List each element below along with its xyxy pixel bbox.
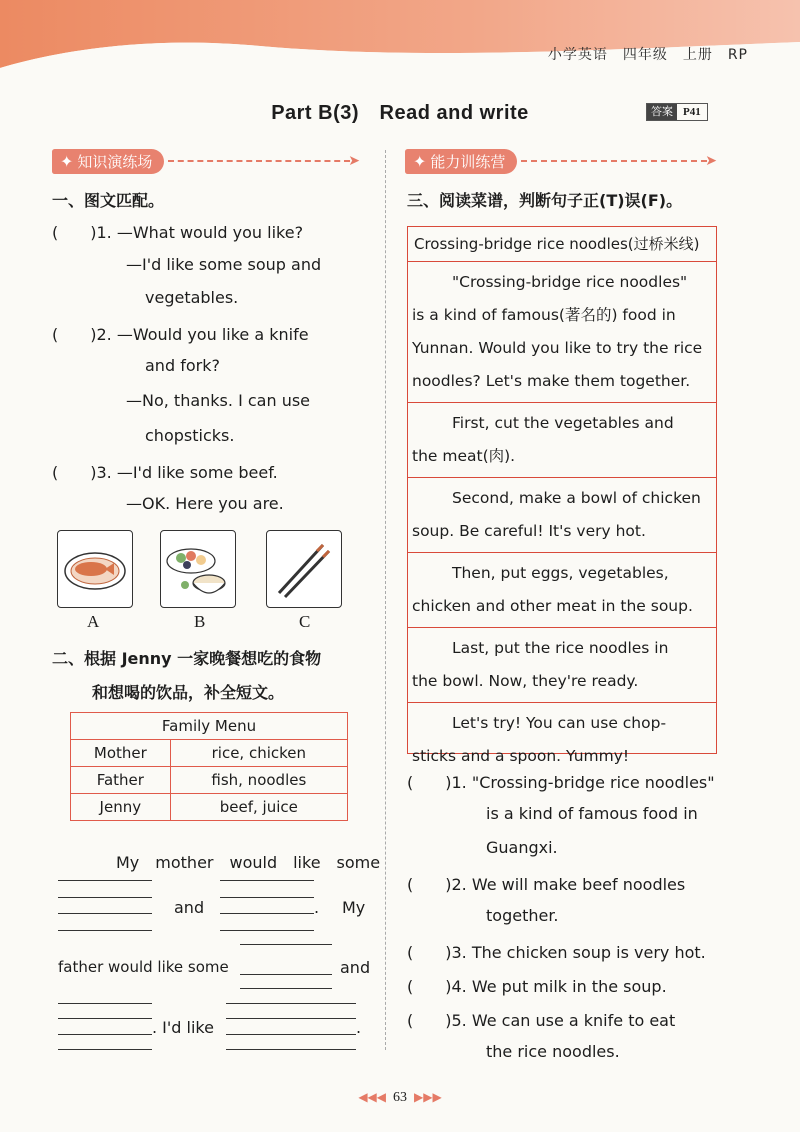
cloze-line1: My mother would like some bbox=[116, 853, 381, 872]
banner-right-label: 能力训练营 bbox=[430, 152, 506, 171]
recipe-text: the bowl. Now, they're ready. bbox=[412, 672, 639, 690]
banner-left bbox=[52, 148, 360, 174]
q2-line4: chopsticks. bbox=[145, 426, 235, 445]
star-icon: ✦ bbox=[60, 151, 74, 171]
blank-line[interactable] bbox=[58, 880, 152, 881]
header-meta: 小学英语 四年级 上册 RP bbox=[547, 47, 748, 63]
tf-q5-line1: ( )5. We can use a knife to eat bbox=[407, 1011, 676, 1030]
blank-line[interactable] bbox=[58, 897, 152, 898]
picture-label-c: C bbox=[299, 612, 311, 631]
picture-b-soup-vegetables bbox=[160, 530, 236, 608]
tf-q1-line3: Guangxi. bbox=[486, 838, 558, 857]
blank-line[interactable] bbox=[58, 1034, 152, 1035]
section3-title: 三、阅读菜谱，判断句子正(T)误(F)。 bbox=[407, 191, 683, 210]
picture-label-a: A bbox=[87, 612, 100, 631]
menu-cell: Father bbox=[71, 767, 171, 794]
recipe-text: "Crossing-bridge rice noodles" bbox=[452, 273, 688, 291]
menu-cell: rice, chicken bbox=[170, 740, 347, 767]
blank-line[interactable] bbox=[226, 1034, 356, 1035]
section1-title: 一、图文匹配。 bbox=[52, 191, 165, 210]
recipe-text: noodles? Let's make them together. bbox=[412, 372, 691, 390]
q1-line1: ( )1. —What would you like? bbox=[52, 223, 304, 242]
cloze-and2: and bbox=[340, 958, 371, 977]
recipe-text: sticks and a spoon. Yummy! bbox=[412, 747, 630, 765]
blank-line[interactable] bbox=[220, 930, 314, 931]
cloze-father: father would like some bbox=[58, 958, 229, 976]
blank-line[interactable] bbox=[220, 880, 314, 881]
recipe-text: Last, put the rice noodles in bbox=[452, 639, 669, 657]
section2-title-line2: 和想喝的饮品，补全短文。 bbox=[92, 683, 285, 702]
blank-line[interactable] bbox=[58, 1003, 152, 1004]
recipe-text: Then, put eggs, vegetables, bbox=[452, 564, 669, 582]
recipe-paragraph-1 bbox=[408, 262, 716, 403]
tf-q2-line2: together. bbox=[486, 906, 559, 925]
blank-line[interactable] bbox=[58, 913, 152, 914]
prev-arrows-icon: ◀◀◀ bbox=[358, 1090, 386, 1104]
recipe-text: Yunnan. Would you like to try the rice bbox=[412, 339, 703, 357]
recipe-paragraph-5 bbox=[408, 628, 716, 703]
page-number: 63 bbox=[393, 1090, 407, 1105]
recipe-heading: Crossing-bridge rice noodles(过桥米线) bbox=[408, 227, 716, 262]
answer-badge bbox=[646, 103, 708, 121]
arrow-icon: ➤ bbox=[705, 153, 717, 169]
picture-c-chopsticks bbox=[266, 530, 342, 608]
q1-line2: —I'd like some soup and bbox=[126, 255, 322, 274]
menu-cell: fish, noodles bbox=[170, 767, 347, 794]
cloze-like: . I'd like bbox=[152, 1018, 214, 1037]
blank-line[interactable] bbox=[220, 897, 314, 898]
blank-line[interactable] bbox=[240, 944, 332, 945]
cloze-my: My bbox=[342, 898, 366, 917]
cloze-and: and bbox=[174, 898, 205, 917]
banner-left-label: 知识演练场 bbox=[77, 152, 153, 171]
blank-line[interactable] bbox=[58, 930, 152, 931]
tf-q3: ( )3. The chicken soup is very hot. bbox=[407, 943, 706, 962]
picture-label-b: B bbox=[194, 612, 206, 631]
q2-line3: —No, thanks. I can use bbox=[126, 391, 311, 410]
tf-q2-line1: ( )2. We will make beef noodles bbox=[407, 875, 686, 894]
page-title: Part B(3) Read and write bbox=[271, 102, 529, 124]
banner-right bbox=[405, 148, 717, 174]
recipe-text: is a kind of famous(著名的) food in bbox=[412, 306, 676, 324]
section2-title-line1: 二、根据 Jenny 一家晚餐想吃的食物 bbox=[52, 649, 322, 668]
recipe-box bbox=[407, 226, 717, 765]
menu-cell: Jenny bbox=[71, 794, 171, 821]
tf-q1-line2: is a kind of famous food in bbox=[486, 804, 698, 823]
q1-line3: vegetables. bbox=[145, 288, 239, 307]
recipe-text: the meat(肉). bbox=[412, 447, 516, 465]
answer-label: 答案 bbox=[647, 104, 677, 120]
recipe-paragraph-4 bbox=[408, 553, 716, 628]
star-icon: ✦ bbox=[413, 151, 427, 171]
recipe-paragraph-3 bbox=[408, 478, 716, 553]
recipe-paragraph-2 bbox=[408, 403, 716, 478]
blank-line[interactable] bbox=[226, 1003, 356, 1004]
q3-line1: ( )3. —I'd like some beef. bbox=[52, 463, 278, 482]
recipe-text: soup. Be careful! It's very hot. bbox=[412, 522, 646, 540]
blank-line[interactable] bbox=[226, 1018, 356, 1019]
table-row bbox=[71, 794, 348, 821]
cloze-dot2: . bbox=[356, 1018, 362, 1037]
q2-line1: ( )2. —Would you like a knife bbox=[52, 325, 309, 344]
tf-q4: ( )4. We put milk in the soup. bbox=[407, 977, 667, 996]
blank-line[interactable] bbox=[226, 1049, 356, 1050]
table-row bbox=[71, 740, 348, 767]
arrow-icon: ➤ bbox=[348, 153, 360, 169]
blank-line[interactable] bbox=[240, 988, 332, 989]
menu-cell: beef, juice bbox=[170, 794, 347, 821]
cloze-dot: . bbox=[314, 898, 320, 917]
blank-line[interactable] bbox=[220, 913, 314, 914]
blank-line[interactable] bbox=[58, 1018, 152, 1019]
recipe-text: Second, make a bowl of chicken bbox=[452, 489, 701, 507]
column-divider bbox=[385, 150, 386, 1050]
picture-a-fish-plate bbox=[57, 530, 133, 608]
menu-title: Family Menu bbox=[71, 713, 348, 740]
recipe-text: First, cut the vegetables and bbox=[452, 414, 674, 432]
family-menu-table bbox=[70, 712, 348, 821]
footer bbox=[0, 1090, 800, 1106]
table-row bbox=[71, 767, 348, 794]
answer-page: P41 bbox=[683, 106, 701, 118]
blank-line[interactable] bbox=[240, 974, 332, 975]
q2-line2: and fork? bbox=[145, 356, 220, 375]
blank-line[interactable] bbox=[58, 1049, 152, 1050]
tf-q1-line1: ( )1. "Crossing-bridge rice noodles" bbox=[407, 773, 715, 792]
next-arrows-icon: ▶▶▶ bbox=[414, 1090, 442, 1104]
recipe-paragraph-6 bbox=[408, 703, 716, 777]
menu-cell: Mother bbox=[71, 740, 171, 767]
q3-line2: —OK. Here you are. bbox=[126, 494, 284, 513]
recipe-text: Let's try! You can use chop- bbox=[452, 714, 667, 732]
tf-q5-line2: the rice noodles. bbox=[486, 1042, 620, 1061]
recipe-text: chicken and other meat in the soup. bbox=[412, 597, 693, 615]
